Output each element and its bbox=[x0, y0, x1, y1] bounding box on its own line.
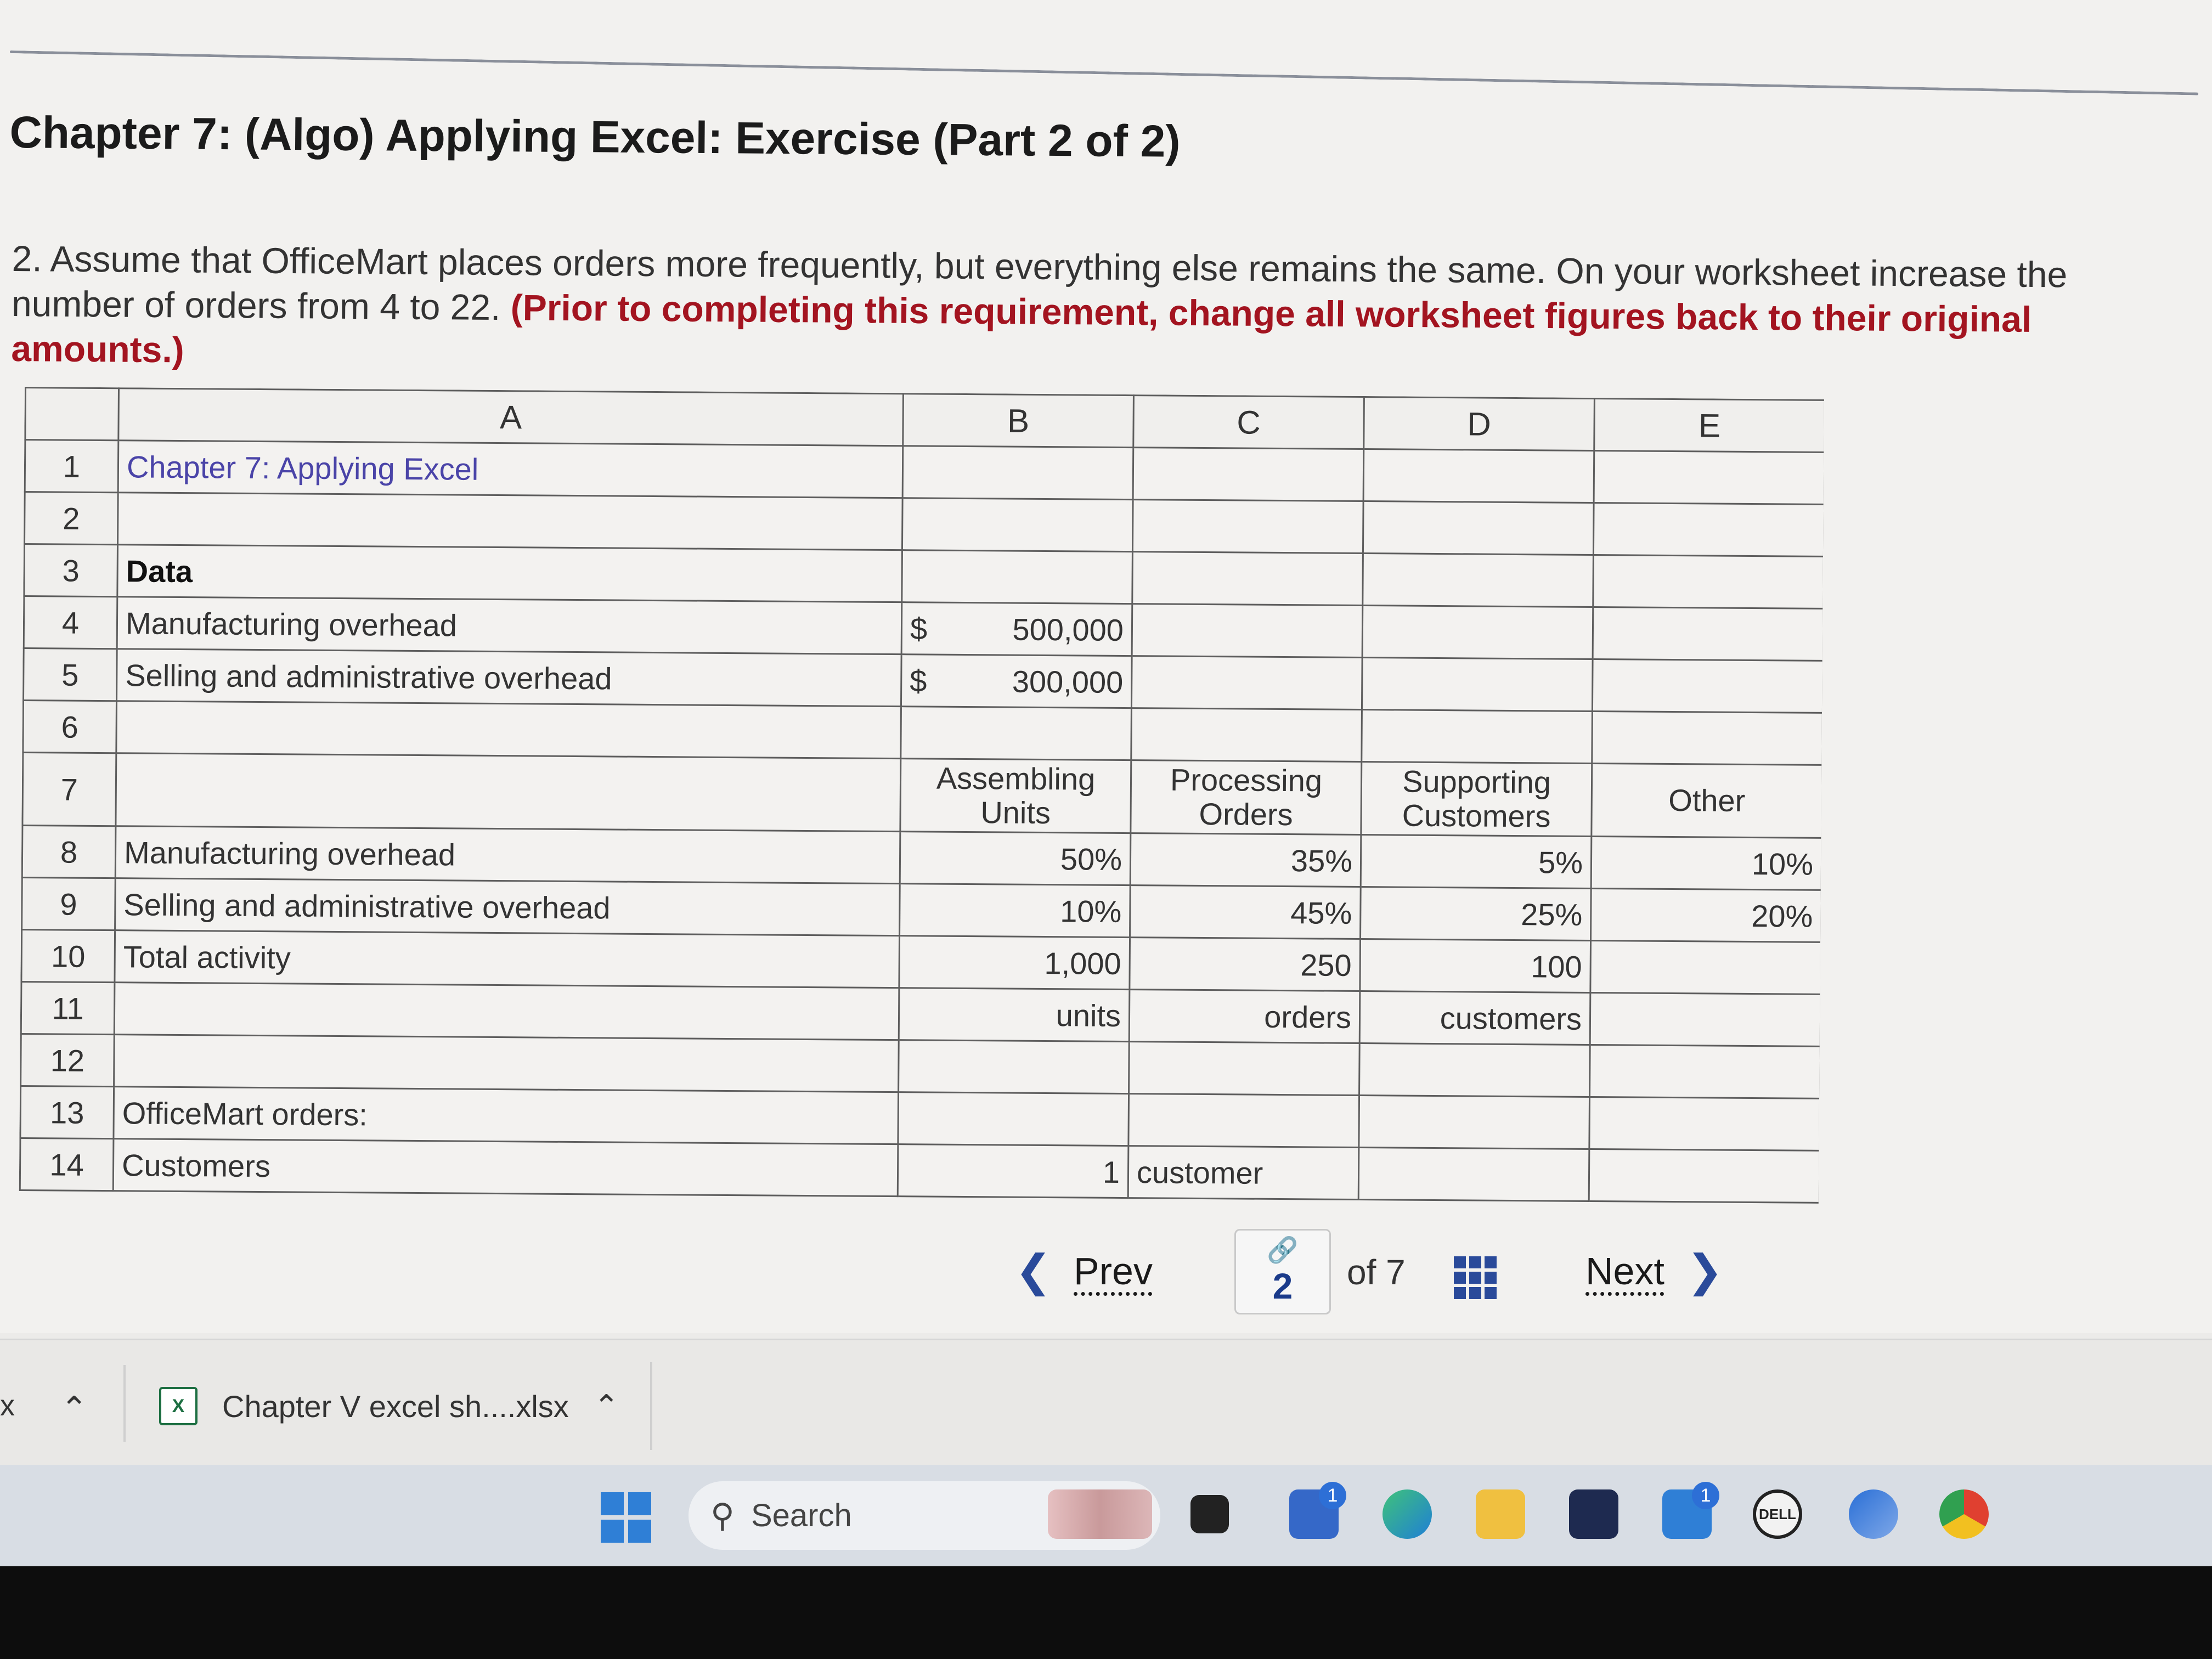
download-file-name: Chapter V excel sh....xlsx bbox=[222, 1389, 569, 1424]
cell-c11[interactable]: orders bbox=[1129, 990, 1360, 1043]
grid-view-icon[interactable] bbox=[1454, 1256, 1497, 1299]
windows-start-icon[interactable] bbox=[601, 1492, 651, 1543]
chevron-right-icon: ❯ bbox=[1686, 1246, 1723, 1295]
cell-c4[interactable] bbox=[1132, 604, 1363, 658]
task-view-icon[interactable] bbox=[1190, 1495, 1229, 1533]
cell-b1[interactable] bbox=[902, 446, 1133, 500]
cell-b4[interactable] bbox=[901, 602, 1132, 656]
currency-symbol: $ bbox=[910, 611, 928, 646]
cell-d2[interactable] bbox=[1363, 501, 1594, 555]
column-header-a[interactable]: A bbox=[119, 388, 904, 446]
cell-a5[interactable]: Selling and administrative overhead bbox=[117, 649, 902, 707]
cell-a4[interactable]: Manufacturing overhead bbox=[117, 597, 902, 654]
cell-d5[interactable] bbox=[1362, 658, 1593, 712]
link-icon: 🔗 bbox=[1267, 1235, 1299, 1264]
app-icon[interactable] bbox=[1849, 1489, 1898, 1539]
cell-a10[interactable]: Total activity bbox=[115, 930, 900, 988]
taskbar bbox=[0, 1465, 2212, 1566]
header-line: Orders bbox=[1199, 796, 1293, 832]
column-header-d[interactable]: D bbox=[1364, 397, 1595, 451]
cell-b8[interactable]: 50% bbox=[900, 832, 1131, 885]
row-number[interactable]: 7 bbox=[22, 752, 116, 826]
row-number[interactable]: 2 bbox=[24, 492, 118, 545]
cell-e7[interactable]: Other bbox=[1592, 763, 1822, 838]
cell-e2[interactable] bbox=[1593, 503, 1824, 556]
cell-c10[interactable]: 250 bbox=[1130, 938, 1361, 991]
cell-b3[interactable] bbox=[902, 550, 1133, 604]
cell-d13[interactable] bbox=[1359, 1096, 1590, 1149]
cell-c2[interactable] bbox=[1132, 500, 1363, 554]
cell-d7[interactable] bbox=[1361, 762, 1592, 837]
header-line: Assembling bbox=[936, 760, 1096, 797]
cell-a2[interactable] bbox=[117, 493, 902, 550]
close-downloads-button[interactable]: x bbox=[0, 1389, 15, 1422]
chevron-up-icon[interactable]: ⌃ bbox=[60, 1390, 88, 1427]
row-number[interactable]: 12 bbox=[21, 1034, 115, 1086]
cell-d1[interactable] bbox=[1363, 449, 1594, 503]
worksheet-table bbox=[19, 387, 1824, 1204]
column-header-e[interactable]: E bbox=[1594, 398, 1824, 452]
cell-e10[interactable] bbox=[1590, 940, 1821, 994]
row-number[interactable]: 8 bbox=[22, 825, 116, 878]
cell-b10[interactable]: 1,000 bbox=[899, 936, 1130, 990]
header-line: Customers bbox=[1402, 798, 1551, 834]
monitor-bezel bbox=[0, 1566, 2212, 1659]
cell-c14[interactable]: customer bbox=[1128, 1146, 1359, 1200]
column-header-c[interactable]: C bbox=[1133, 396, 1364, 449]
top-divider bbox=[10, 50, 2198, 95]
divider bbox=[123, 1365, 126, 1442]
cell-d9[interactable]: 25% bbox=[1361, 887, 1592, 941]
prev-button[interactable] bbox=[1015, 1245, 1153, 1296]
cell-b11[interactable]: units bbox=[899, 988, 1130, 1042]
cell-a6[interactable] bbox=[116, 701, 901, 759]
mail-icon[interactable] bbox=[1662, 1485, 1712, 1539]
currency-symbol: $ bbox=[910, 663, 927, 698]
cell-b6[interactable] bbox=[901, 707, 1132, 760]
cell-d10[interactable]: 100 bbox=[1360, 939, 1591, 993]
header-line: Supporting bbox=[1402, 764, 1551, 800]
cell-c9[interactable]: 45% bbox=[1130, 885, 1361, 939]
cell-d8[interactable]: 5% bbox=[1361, 835, 1592, 889]
downloads-bar bbox=[0, 1339, 2212, 1466]
prev-label: Prev bbox=[1074, 1249, 1153, 1293]
row-number[interactable]: 6 bbox=[23, 700, 117, 753]
file-explorer-icon[interactable] bbox=[1476, 1489, 1525, 1539]
notification-badge: 1 bbox=[1692, 1482, 1719, 1509]
header-line: Processing bbox=[1170, 762, 1323, 798]
cell-c13[interactable] bbox=[1128, 1094, 1359, 1148]
row-number[interactable]: 3 bbox=[24, 544, 118, 597]
cell-value: 500,000 bbox=[1012, 612, 1124, 647]
cell-e8[interactable]: 10% bbox=[1591, 836, 1822, 890]
page-selector[interactable] bbox=[1234, 1229, 1331, 1314]
cell-b2[interactable] bbox=[902, 498, 1133, 552]
teams-icon[interactable] bbox=[1289, 1485, 1339, 1539]
cell-d4[interactable] bbox=[1362, 606, 1593, 659]
dell-icon[interactable]: DELL bbox=[1753, 1489, 1802, 1539]
cell-e12[interactable] bbox=[1590, 1045, 1821, 1098]
cell-b7[interactable] bbox=[900, 759, 1131, 833]
cell-b12[interactable] bbox=[899, 1040, 1130, 1094]
cell-a3[interactable]: Data bbox=[117, 545, 902, 602]
table-row bbox=[22, 752, 1822, 838]
chevron-up-icon[interactable]: ⌃ bbox=[593, 1389, 619, 1423]
cell-a8[interactable]: Manufacturing overhead bbox=[115, 826, 900, 884]
cell-c3[interactable] bbox=[1132, 552, 1363, 606]
current-page-number: 2 bbox=[1272, 1266, 1293, 1306]
cell-e4[interactable] bbox=[1593, 607, 1824, 661]
column-header-b[interactable]: B bbox=[903, 394, 1134, 448]
cell-a9[interactable]: Selling and administrative overhead bbox=[115, 878, 900, 936]
page-count-text: of 7 bbox=[1347, 1252, 1406, 1292]
cell-value: 300,000 bbox=[1012, 664, 1124, 699]
notification-badge: 1 bbox=[1319, 1482, 1346, 1509]
pagination bbox=[0, 1229, 2212, 1311]
cell-e3[interactable] bbox=[1593, 555, 1824, 608]
cell-b5[interactable] bbox=[901, 654, 1132, 708]
cell-d11[interactable]: customers bbox=[1359, 991, 1590, 1045]
cell-c5[interactable] bbox=[1131, 656, 1362, 710]
cell-c8[interactable]: 35% bbox=[1130, 833, 1361, 887]
corner-cell[interactable] bbox=[25, 388, 119, 441]
row-number[interactable]: 10 bbox=[21, 929, 115, 982]
row-number[interactable]: 13 bbox=[20, 1086, 114, 1138]
cell-a12[interactable] bbox=[114, 1035, 899, 1092]
microsoft-store-icon[interactable] bbox=[1569, 1489, 1618, 1539]
cell-a14[interactable]: Customers bbox=[113, 1139, 898, 1197]
page-title: Chapter 7: (Algo) Applying Excel: Exercise (Part 2 of 2) bbox=[9, 107, 1181, 167]
cell-d12[interactable] bbox=[1359, 1043, 1590, 1097]
search-icon: ⚲ bbox=[710, 1497, 735, 1534]
cell-d14[interactable] bbox=[1358, 1148, 1589, 1201]
cell-e6[interactable] bbox=[1592, 711, 1823, 765]
cell-d3[interactable] bbox=[1363, 554, 1594, 607]
header-line: Units bbox=[980, 795, 1051, 831]
cell-e14[interactable] bbox=[1589, 1149, 1820, 1203]
download-item[interactable] bbox=[159, 1387, 619, 1425]
cell-a7[interactable] bbox=[116, 753, 901, 832]
edge-browser-icon[interactable] bbox=[1383, 1489, 1432, 1539]
widgets-icon[interactable] bbox=[1048, 1489, 1152, 1539]
chevron-left-icon: ❮ bbox=[1015, 1246, 1052, 1295]
cell-c6[interactable] bbox=[1131, 708, 1362, 762]
cell-e9[interactable]: 20% bbox=[1591, 888, 1822, 942]
excel-file-icon: X bbox=[159, 1387, 198, 1425]
row-number[interactable]: 11 bbox=[21, 981, 115, 1034]
search-label: Search bbox=[751, 1498, 852, 1533]
cell-e5[interactable] bbox=[1592, 659, 1823, 713]
cell-a1[interactable]: Chapter 7: Applying Excel bbox=[118, 441, 903, 498]
next-button[interactable] bbox=[1585, 1245, 1723, 1296]
cell-b9[interactable]: 10% bbox=[900, 884, 1131, 938]
row-number[interactable]: 14 bbox=[20, 1138, 114, 1190]
cell-b14[interactable]: 1 bbox=[898, 1144, 1128, 1198]
row-number[interactable]: 1 bbox=[25, 440, 119, 493]
cell-e13[interactable] bbox=[1589, 1097, 1820, 1150]
question-text bbox=[11, 236, 2185, 388]
cell-c7[interactable] bbox=[1131, 760, 1362, 835]
cell-e11[interactable] bbox=[1590, 992, 1821, 1046]
row-number[interactable]: 9 bbox=[22, 877, 116, 930]
cell-e1[interactable] bbox=[1594, 450, 1824, 504]
question-body: 2. Assume that OfficeMart places orders more frequently, but everything else remains the same. On your worksheet increase the number of orders from 4 to 22. bbox=[11, 238, 2068, 328]
cell-c12[interactable] bbox=[1129, 1042, 1360, 1096]
chrome-icon[interactable] bbox=[1939, 1489, 1989, 1539]
question-warning: (Prior to completing this requirement, change all worksheet figures back to their original amounts.) bbox=[11, 287, 2032, 370]
cell-a11[interactable] bbox=[114, 983, 899, 1040]
row-number[interactable]: 4 bbox=[24, 596, 117, 649]
worksheet bbox=[19, 387, 1824, 1217]
cell-c1[interactable] bbox=[1133, 448, 1364, 501]
cell-a13[interactable]: OfficeMart orders: bbox=[114, 1087, 899, 1144]
cell-d6[interactable] bbox=[1362, 710, 1593, 764]
row-number[interactable]: 5 bbox=[24, 648, 117, 701]
cell-b13[interactable] bbox=[898, 1092, 1129, 1146]
divider bbox=[650, 1362, 652, 1450]
next-label: Next bbox=[1585, 1249, 1664, 1293]
